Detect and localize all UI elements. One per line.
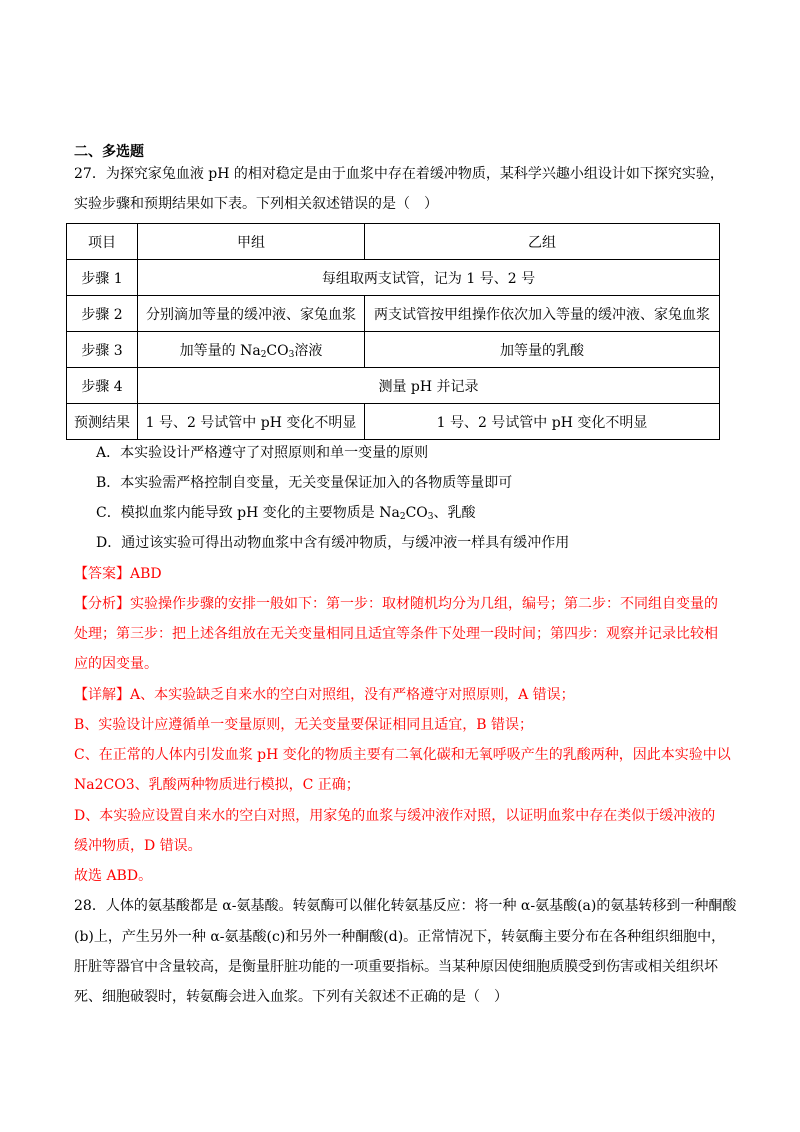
option-c-text: CO [405,505,428,521]
analysis-line-2: 处理；第三步：把上述各组放在无关变量相同且适宜等条件下处理一段时间；第四步：观察并记录比较相 [74,626,718,642]
table-row-step2 [67,296,720,332]
q27-stem-line-1: 27．为探究家兔血液 pH 的相对稳定是由于血浆中存在着缓冲物质，某科学兴趣小组设计如下探究实验， [74,166,724,182]
subscript: 3 [427,512,434,522]
option-d: D．通过该实验可得出动物血浆中含有缓冲物质，与缓冲液一样具有缓冲作用 [96,535,570,551]
table-cell: 步骤 4 [67,368,138,404]
table-cell: 项目 [67,224,138,260]
detail-line-4: Na2CO3、乳酸两种物质进行模拟，C 正确； [74,777,360,793]
table-cell: 加等量的乳酸 [365,332,720,368]
table-row-step4 [67,368,720,404]
cell-text: CO [266,342,289,359]
option-c-text: C．模拟血浆内能导致 pH 变化的主要物质是 Na [96,505,400,521]
cell-text: 溶液 [294,342,323,359]
q28-line-4: 死、细胞破裂时，转氨酶会进入血浆。下列有关叙述不正确的是（ ） [74,989,508,1005]
subscript: 2 [399,512,406,522]
table-row-step1 [67,260,720,296]
option-a: A．本实验设计严格遵守了对照原则和单一变量的原则 [96,445,429,461]
table-cell: 甲组 [138,224,365,260]
subscript: 3 [288,349,295,360]
analysis-line-1: 【分析】实验操作步骤的安排一般如下：第一步：取材随机均分为几组，编号；第二步：不同组自变量的 [74,596,718,612]
answer-line: 【答案】ABD [74,566,162,582]
q28-line-1: 28．人体的氨基酸都是 α-氨基酸。转氨酶可以催化转氨基反应：将一种 α-氨基酸(a)的氨基转移到一种酮酸 [74,898,737,914]
table-cell: 步骤 3 [67,332,138,368]
conclusion-line: 故选 ABD。 [74,868,153,884]
analysis-line-3: 应的因变量。 [74,656,158,672]
table-cell: 1 号、2 号试管中 pH 变化不明显 [365,404,720,440]
option-c-text: 、乳酸 [433,505,476,521]
table-cell: 两支试管按甲组操作依次加入等量的缓冲液、家兔血浆 [365,296,720,332]
q27-stem-line-2: 实验步骤和预期结果如下表。下列相关叙述错误的是（ ） [74,196,438,212]
table-cell: 测量 pH 并记录 [138,368,720,404]
cell-text: 加等量的 Na [179,342,261,359]
table-cell [138,332,365,368]
table-cell: 每组取两支试管，记为 1 号、2 号 [138,260,720,296]
option-c [96,503,476,523]
table-row-result [67,404,720,440]
subscript: 2 [260,349,267,360]
table-cell: 步骤 1 [67,260,138,296]
section-title: 二、多选题 [74,144,144,160]
detail-line-6: 缓冲物质，D 错误。 [74,838,202,854]
table-row-step3 [67,332,720,368]
table-cell: 步骤 2 [67,296,138,332]
table-cell: 分别滴加等量的缓冲液、家兔血浆 [138,296,365,332]
q28-line-2: (b)上，产生另外一种 α-氨基酸(c)和另外一种酮酸(d)。正常情况下，转氨酶主要分布在各种组织细胞中， [74,929,726,945]
detail-line-1: 【详解】A、本实验缺乏自来水的空白对照组，没有严格遵守对照原则，A 错误； [74,687,575,703]
detail-line-3: C、在正常的人体内引发血浆 pH 变化的物质主要有二氧化碳和无氧呼吸产生的乳酸两种，因此本实验中以 [74,747,731,763]
experiment-table [66,223,720,440]
q28-line-3: 肝脏等器官中含量较高，是衡量肝脏功能的一项重要指标。当某种原因使细胞质膜受到伤害或相关组织坏 [74,959,718,975]
detail-line-2: B、实验设计应遵循单一变量原则，无关变量要保证相同且适宜，B 错误； [74,717,534,733]
detail-line-5: D、本实验应设置自来水的空白对照，用家兔的血浆与缓冲液作对照，以证明血浆中存在类似于缓冲液的 [74,808,716,824]
table-row-header [67,224,720,260]
table-cell: 乙组 [365,224,720,260]
table-cell: 预测结果 [67,404,138,440]
option-b: B．本实验需严格控制自变量，无关变量保证加入的各物质等量即可 [96,475,513,491]
table-cell: 1 号、2 号试管中 pH 变化不明显 [138,404,365,440]
